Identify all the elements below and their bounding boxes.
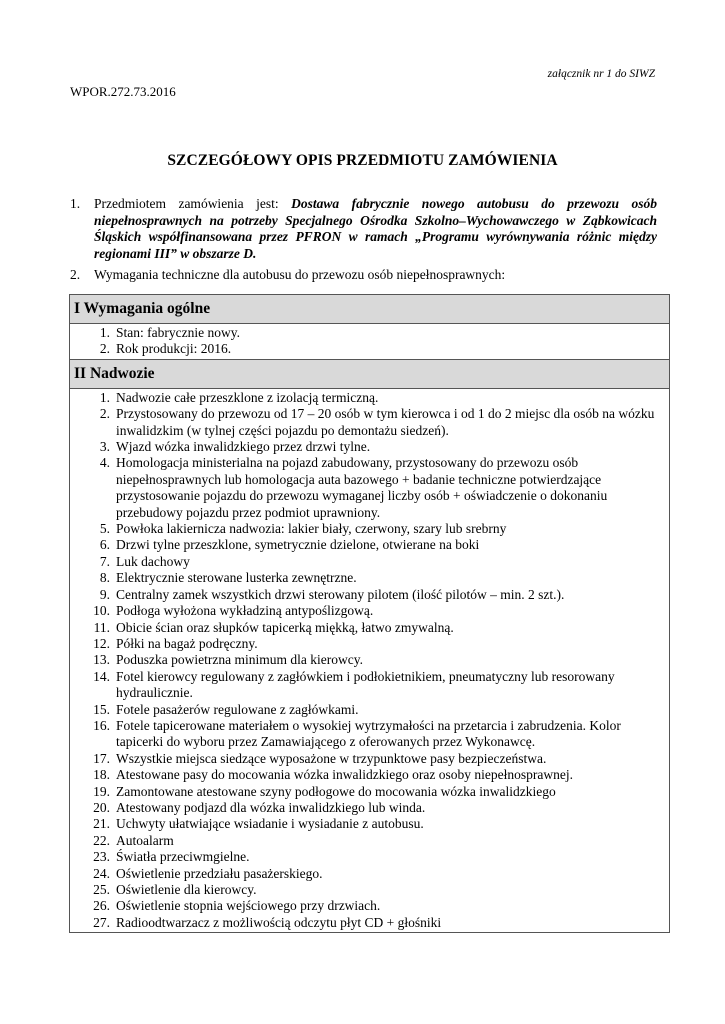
item-number: 7. [99, 553, 110, 569]
item-number: 14. [93, 668, 110, 684]
requirements-table [69, 294, 670, 933]
paragraph-number: 2. [70, 267, 81, 282]
list-item [70, 652, 661, 668]
item-text: Obicie ścian oraz słupków tapicerką miękką, łatwo zmywalną. [116, 619, 454, 635]
list-item [70, 800, 661, 816]
item-text: Podłoga wyłożona wykładziną antypoślizgową. [116, 603, 374, 619]
list-item [70, 554, 661, 570]
item-number: 18. [93, 767, 110, 783]
item-number: 1. [99, 389, 110, 405]
item-text: Centralny zamek wszystkich drzwi sterowany pilotem (ilość pilotów – min. 2 szt.). [116, 586, 565, 602]
item-number: 19. [93, 783, 110, 799]
item-text: Fotele pasażerów regulowane z zagłówkami. [116, 701, 359, 717]
item-text: Zamontowane atestowane szyny podłogowe do mocowania wózka inwalidzkiego [116, 783, 556, 799]
paragraph-text: Wymagania techniczne dla autobusu do przewozu osób niepełnosprawnych: [94, 267, 506, 282]
item-number: 22. [93, 832, 110, 848]
list-item [70, 521, 661, 537]
list-item [70, 767, 661, 783]
item-text: Poduszka powietrzna minimum dla kierowcy. [116, 652, 363, 668]
section-heading: II Nadwozie [70, 359, 670, 388]
list-item [70, 325, 661, 341]
intro-paragraph-2 [70, 267, 657, 284]
list-item [70, 833, 661, 849]
list-item [70, 915, 661, 931]
item-number: 8. [99, 570, 110, 586]
reference-number: WPOR.272.73.2016 [70, 84, 176, 99]
section-header-row [70, 295, 670, 324]
item-text: Oświetlenie stopnia wejściowego przy drzwiach. [116, 898, 381, 914]
section-items-row [70, 388, 670, 932]
section-items [70, 324, 670, 360]
item-number: 27. [93, 914, 110, 930]
item-number: 9. [99, 586, 110, 602]
intro-section [70, 196, 657, 284]
item-text: Fotel kierowcy regulowany z zagłówkiem i podłokietnikiem, pneumatyczny lub resorowany hydraulicznie. [116, 668, 615, 701]
item-text: Oświetlenie dla kierowcy. [116, 882, 257, 897]
item-number: 23. [93, 849, 110, 865]
list-item [70, 866, 661, 882]
list-item [70, 406, 661, 439]
paragraph-text [94, 196, 657, 262]
item-text: Rok produkcji: 2016. [116, 341, 232, 357]
list-item [70, 816, 661, 832]
list-item [70, 439, 661, 455]
item-number: 20. [93, 799, 110, 815]
item-number: 10. [93, 603, 110, 619]
item-number: 1. [99, 325, 110, 340]
item-text: Wszystkie miejsca siedzące wyposażone w trzypunktowe pasy bezpieczeństwa. [116, 750, 547, 766]
item-text: Powłoka lakiernicza nadwozia: lakier biały, czerwony, szary lub srebrny [116, 521, 507, 537]
section-items [70, 388, 670, 932]
list-item [70, 620, 661, 636]
item-text: Oświetlenie przedziału pasażerskiego. [116, 865, 323, 881]
item-number: 24. [93, 865, 110, 881]
list-item [70, 587, 661, 603]
paragraph-number: 1. [70, 196, 81, 211]
list-item [70, 751, 661, 767]
page-title: SZCZEGÓŁOWY OPIS PRZEDMIOTU ZAMÓWIENIA [167, 152, 558, 169]
list-item [70, 636, 661, 652]
item-number: 4. [99, 455, 110, 471]
subject-prefix: Przedmiotem zamówienia jest: [94, 196, 292, 211]
list-item [70, 882, 661, 898]
item-text: Nadwozie całe przeszklone z izolacją termiczną. [116, 389, 379, 405]
item-number: 2. [99, 406, 110, 422]
item-text: Atestowany podjazd dla wózka inwalidzkiego lub winda. [116, 799, 426, 815]
item-number: 26. [93, 898, 110, 914]
item-number: 3. [99, 439, 110, 455]
list-item [70, 702, 661, 718]
item-text: Drzwi tylne przeszklone, symetrycznie dzielone, otwierane na boki [116, 537, 480, 553]
item-number: 2. [99, 341, 110, 357]
list-item [70, 784, 661, 800]
item-text: Uchwyty ułatwiające wsiadanie i wysiadanie z autobusu. [116, 816, 424, 832]
subject-description: Dostawa fabrycznie nowego autobusu do przewozu osób niepełnosprawnych na potrzeby Specjalnego Ośrodka Szkolno–Wychowawczego w Ząbkowicach Śląskich współfinansowana przez PFRON w ramach „Programu wyrównywania różnic między regionami III” w obszarze D. [94, 196, 657, 261]
section-items-row [70, 324, 670, 360]
item-number: 25. [93, 882, 110, 897]
item-text: Luk dachowy [116, 553, 190, 569]
item-text: Autoalarm [116, 832, 174, 848]
list-item [70, 455, 661, 521]
section-header-row [70, 359, 670, 388]
item-text: Półki na bagaż podręczny. [116, 635, 258, 651]
intro-paragraph-1 [70, 196, 657, 262]
item-number: 11. [93, 619, 110, 635]
section-heading: I Wymagania ogólne [70, 295, 670, 324]
list-item [70, 390, 661, 406]
item-text: Światła przeciwmgielne. [116, 849, 250, 865]
item-number: 16. [93, 717, 110, 733]
item-number: 12. [93, 635, 110, 651]
list-item [70, 341, 661, 357]
list-item [70, 537, 661, 553]
item-text: Radioodtwarzacz z możliwością odczytu płyt CD + głośniki [116, 914, 442, 930]
item-number: 17. [93, 750, 110, 766]
item-text: Wjazd wózka inwalidzkiego przez drzwi tylne. [116, 439, 371, 455]
list-item [70, 570, 661, 586]
item-text: Stan: fabrycznie nowy. [116, 325, 240, 340]
item-text: Elektrycznie sterowane lusterka zewnętrzne. [116, 570, 357, 586]
item-number: 6. [99, 537, 110, 553]
list-item [70, 603, 661, 619]
item-number: 15. [93, 701, 110, 717]
list-item [70, 898, 661, 914]
item-number: 5. [99, 521, 110, 537]
item-number: 21. [93, 816, 110, 832]
list-item [70, 718, 661, 751]
item-text: Przystosowany do przewozu od 17 – 20 osób w tym kierowca i od 1 do 2 miejsc dla osób na wózku inwalidzkim (w tylnej części pojazdu po demontażu siedzeń). [116, 406, 655, 438]
list-item [70, 669, 661, 702]
item-number: 13. [93, 652, 110, 668]
item-text: Fotele tapicerowane materiałem o wysokiej wytrzymałości na przetarcia i zabrudzenia. Kolor tapicerki do wyboru przez Zamawiającego z oferowanych przez Wykonawcę. [116, 717, 621, 750]
item-text: Homologacja ministerialna na pojazd zabudowany, przystosowany do przewozu osób niepełnosprawnych lub homologacja auta bazowego + badanie techniczne potwierdzające przystosowanie pojazdu do przewozu wymaganej liczby osób + oświadczenie o dokonaniu przebudowy pojazdu przez podmiot uprawniony. [116, 455, 608, 520]
list-item [70, 849, 661, 865]
item-text: Atestowane pasy do mocowania wózka inwalidzkiego oraz osoby niepełnosprawnej. [116, 767, 573, 783]
attachment-note: załącznik nr 1 do SIWZ [547, 68, 655, 80]
